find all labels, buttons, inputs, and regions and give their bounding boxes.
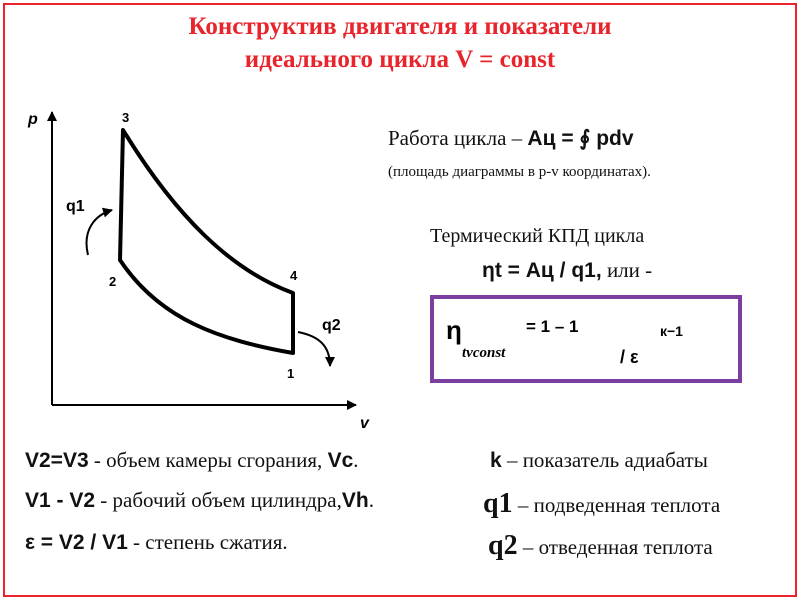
definition-text: – подведенная теплота	[512, 493, 721, 517]
definition-tail: Vh	[341, 489, 369, 512]
cycle-work-prefix: Работа цикла –	[388, 126, 528, 150]
point-2-label: 2	[109, 274, 117, 289]
definition-symbol: q2	[488, 530, 518, 561]
definition-text: - объем камеры сгорания,	[88, 448, 328, 472]
definition-working-volume	[25, 488, 374, 513]
title-line-2: идеального цикла V = const	[244, 46, 556, 73]
definition-text: - рабочий объем цилиндра,	[95, 488, 342, 512]
definition-text: – отведенная теплота	[517, 535, 713, 559]
definition-symbol: V2=V3	[25, 449, 89, 472]
heat-out-label: q2	[322, 317, 341, 334]
efficiency-formula-suffix: или -	[606, 258, 653, 282]
cycle-curve	[120, 130, 293, 353]
definition-symbol: V1 - V2	[25, 489, 96, 512]
efficiency-formula-main: ηt = Ац / q1,	[482, 259, 602, 282]
definition-symbol: ε = V2 / V1	[25, 531, 128, 554]
point-1-label: 1	[287, 366, 295, 381]
definition-symbol: k	[490, 449, 502, 472]
eta-exponent: к−1	[660, 323, 683, 339]
efficiency-formula-box	[430, 295, 742, 383]
eta-equation: = 1 – 1	[526, 317, 579, 336]
definition-text: - степень сжатия.	[127, 530, 288, 554]
heat-in-label: q1	[66, 198, 85, 215]
definition-heat-supplied	[483, 488, 720, 520]
eta-subscript: tvconst	[462, 345, 506, 361]
definition-compression-ratio	[25, 530, 288, 555]
definition-adiabatic-index	[490, 448, 708, 473]
eta-denominator: / ε	[620, 347, 639, 367]
definition-combustion-volume	[25, 448, 359, 473]
v-axis-label: v	[360, 415, 369, 432]
point-3-label: 3	[122, 110, 130, 125]
definition-tail: Vc	[327, 449, 354, 472]
definition-text: – показатель адиабаты	[501, 448, 708, 472]
cycle-work-formula: Ац = ∮ pdv	[527, 127, 634, 150]
eta-symbol: η	[446, 315, 462, 345]
point-4-label: 4	[290, 268, 298, 283]
definition-end: .	[353, 448, 359, 472]
efficiency-title: Термический КПД цикла	[430, 225, 645, 247]
efficiency-formula	[482, 258, 652, 283]
definition-symbol: q1	[483, 488, 513, 519]
definition-end: .	[368, 488, 374, 512]
title-line-1: Конструктив двигателя и показатели	[188, 13, 612, 40]
p-axis-label: p	[28, 111, 38, 128]
definition-heat-removed	[488, 530, 713, 562]
cycle-work-line	[388, 126, 634, 151]
heat-out-arrow	[298, 332, 330, 366]
cycle-work-note: (площадь диаграммы в p-v координатах).	[388, 164, 651, 180]
heat-in-arrow	[87, 210, 112, 255]
